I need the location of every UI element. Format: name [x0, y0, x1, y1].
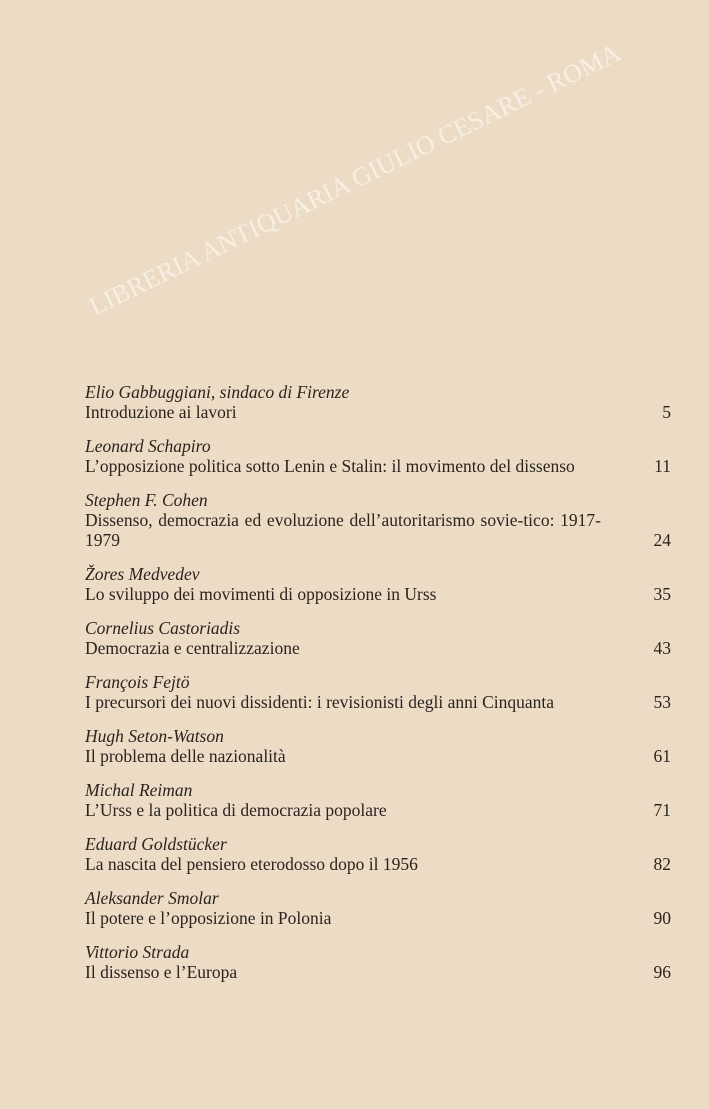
entry-author: François Fejtö	[85, 672, 190, 692]
entry-author: Michal Reiman	[85, 780, 193, 800]
entry-title: La nascita del pensiero eterodosso dopo il 1956	[85, 854, 418, 874]
toc-entry	[85, 672, 671, 712]
toc-entry	[85, 436, 671, 476]
entry-page-number: 82	[653, 854, 671, 874]
entry-page-number: 90	[653, 908, 671, 928]
toc-entry	[85, 726, 671, 766]
entry-title: L’opposizione politica sotto Lenin e Stalin: il movimento del dissenso	[85, 456, 575, 476]
entry-title: Il dissenso e l’Europa	[85, 962, 238, 982]
entry-author: Stephen F. Cohen	[85, 490, 208, 510]
toc-entry	[85, 834, 671, 874]
entry-page-number: 35	[653, 584, 671, 604]
toc-entry	[85, 564, 671, 604]
entry-page-number: 53	[653, 692, 671, 712]
entry-title: Il problema delle nazionalità	[85, 746, 286, 766]
entry-page-number: 5	[662, 402, 671, 422]
entry-title: Democrazia e centralizzazione	[85, 638, 300, 658]
toc-entry	[85, 382, 671, 422]
entry-title: Introduzione ai lavori	[85, 402, 237, 422]
entry-page-number: 11	[654, 456, 671, 476]
toc-entry	[85, 618, 671, 658]
entry-page-number: 61	[653, 746, 671, 766]
toc-entry	[85, 942, 671, 982]
entry-author: Leonard Schapiro	[85, 436, 211, 456]
toc-entry	[85, 490, 671, 550]
entry-title: Dissenso, democrazia ed evoluzione dell’autoritarismo sovie-tico: 1917-1979	[85, 510, 601, 550]
entry-page-number: 96	[653, 962, 671, 982]
entry-title: Il potere e l’opposizione in Polonia	[85, 908, 332, 928]
watermark: LIBRERIA ANTIQUARIA GIULIO CESARE - ROMA	[84, 37, 626, 322]
toc-entry	[85, 780, 671, 820]
entry-title: L’Urss e la politica di democrazia popolare	[85, 800, 387, 820]
entry-author: Vittorio Strada	[85, 942, 190, 962]
entry-author: Elio Gabbuggiani, sindaco di Firenze	[85, 382, 350, 402]
entry-page-number: 43	[653, 638, 671, 658]
entry-title: Lo sviluppo dei movimenti di opposizione in Urss	[85, 584, 437, 604]
entry-title: I precursori dei nuovi dissidenti: i revisionisti degli anni Cinquanta	[85, 692, 555, 712]
entry-author: Hugh Seton-Watson	[85, 726, 224, 746]
entry-author: Eduard Goldstücker	[85, 834, 227, 854]
toc-entry	[85, 888, 671, 928]
entry-author: Cornelius Castoriadis	[85, 618, 241, 638]
entry-page-number: 24	[653, 530, 671, 550]
entry-page-number: 71	[653, 800, 671, 820]
entry-author: Žores Medvedev	[85, 564, 200, 584]
table-of-contents	[85, 382, 671, 996]
entry-author: Aleksander Smolar	[85, 888, 219, 908]
